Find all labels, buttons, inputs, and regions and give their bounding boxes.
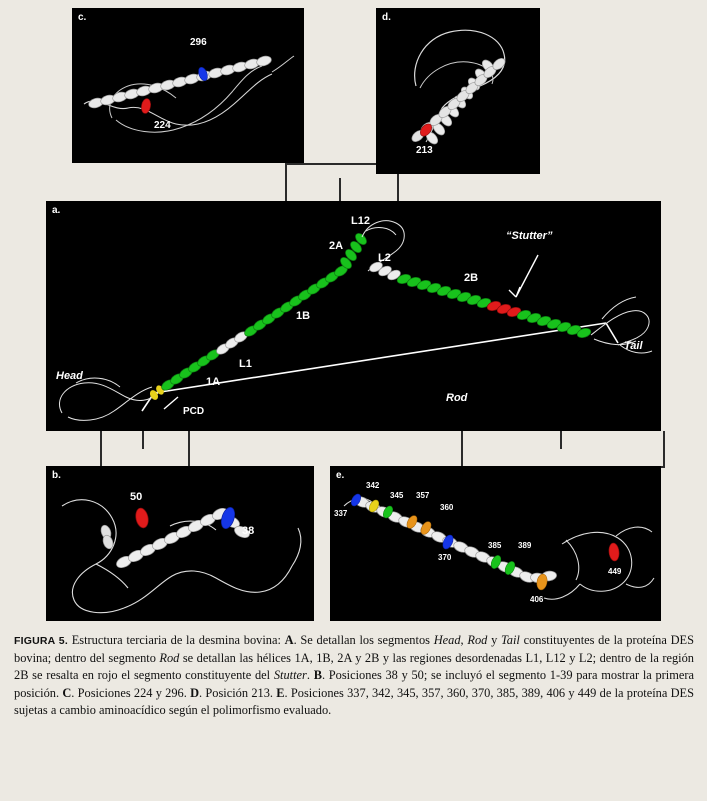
rod-span-line xyxy=(142,323,618,411)
panel-c-label: c. xyxy=(78,12,87,23)
panel-a xyxy=(46,201,661,431)
stutter-segment xyxy=(486,300,522,319)
label-helix-1a: 1A xyxy=(206,376,221,388)
label-linker-l1: L1 xyxy=(239,358,252,370)
stutter-arrow xyxy=(509,255,538,297)
residue-marker-50 xyxy=(134,507,150,529)
panel-d-structure xyxy=(376,8,540,174)
label-helix-2a: 2A xyxy=(329,240,344,252)
label-linker-l2: L2 xyxy=(378,252,391,264)
panel-b-structure xyxy=(46,466,314,621)
label-tail: Tail xyxy=(624,340,643,352)
panel-e-helix xyxy=(353,495,557,585)
connector-stem-bottom-right xyxy=(560,431,562,449)
panel-e-residue-449-label: 449 xyxy=(608,567,622,576)
panel-c-residue-224-label: 224 xyxy=(154,120,171,131)
connector-stem-top xyxy=(339,178,341,201)
connector-bracket-bottom-right xyxy=(461,431,665,468)
panel-a-label: a. xyxy=(52,205,61,216)
helix-1B xyxy=(243,264,349,339)
helix-ribbon-c xyxy=(88,55,273,110)
label-stutter: “Stutter” xyxy=(506,230,553,242)
label-helix-2b: 2B xyxy=(464,272,479,284)
label-head: Head xyxy=(56,370,83,382)
panel-c-structure xyxy=(72,8,304,163)
connector-stem-bottom-left xyxy=(142,431,144,449)
label-helix-1b: 1B xyxy=(296,310,311,322)
panel-e-residue-357-label: 357 xyxy=(416,491,430,500)
panel-e-residue-markers xyxy=(349,492,620,590)
panel-b-coil xyxy=(62,500,301,613)
panel-d-residue-213-label: 213 xyxy=(416,145,433,156)
panel-e-residue-360-label: 360 xyxy=(440,503,454,512)
label-pcd: PCD xyxy=(183,406,205,417)
figure-caption xyxy=(14,632,694,720)
panel-b-residue-38-label: 38 xyxy=(242,525,255,537)
label-rod: Rod xyxy=(446,392,468,404)
figure-caption-body: Estructura terciaria de la desmina bovina: A. Se detallan los segmentos Head, Rod y Tail constituyentes de la proteína DES bovina; dentro del segmento Rod se detallan las hélices 1A, 1B, 2A y 2B y las regiones desordenadas L1, L12 y L2; dentro de la región 2B se resalta en rojo el segmento constituyente del Stutter. B. Posiciones 38 y 50; se incluyó el segmento 1-39 para mostrar la primera posición. C. Posiciones 224 y 296. D. Posición 213. E. Posiciones 337, 342, 345, 357, 360, 370, 385, 389, 406 y 449 de la proteína DES sujetas a cambio aminoacídico según el polimorfismo evaluado. xyxy=(14,633,695,718)
residue-marker-449 xyxy=(608,543,620,562)
pcd-leader xyxy=(164,397,178,409)
panel-d-label: d. xyxy=(382,12,391,23)
panel-b xyxy=(46,466,314,621)
panel-e-residue-389-label: 389 xyxy=(518,541,532,550)
panel-b-label: b. xyxy=(52,470,61,481)
panel-c-residue-296-label: 296 xyxy=(190,37,207,48)
panel-e xyxy=(330,466,661,621)
panel-b-small-helix xyxy=(99,524,114,550)
panel-e-residue-337-label: 337 xyxy=(334,509,348,518)
panel-e-residue-342-label: 342 xyxy=(366,481,380,490)
panel-e-residue-385-label: 385 xyxy=(488,541,502,550)
panel-e-residue-345-label: 345 xyxy=(390,491,404,500)
figure-number: FIGURA 5. xyxy=(14,635,68,647)
label-linker-l12: L12 xyxy=(351,215,370,227)
panel-b-residue-50-label: 50 xyxy=(130,491,143,503)
panel-a-structure xyxy=(46,201,661,431)
panel-e-label: e. xyxy=(336,470,345,481)
linker-L1 xyxy=(215,330,249,357)
panel-e-residue-370-label: 370 xyxy=(438,553,452,562)
panel-c xyxy=(72,8,304,163)
connector-bracket-bottom-left xyxy=(100,431,190,468)
head-coil xyxy=(59,378,158,420)
panel-d xyxy=(376,8,540,174)
helix-2B xyxy=(396,273,592,340)
panel-e-residue-406-label: 406 xyxy=(530,595,544,604)
